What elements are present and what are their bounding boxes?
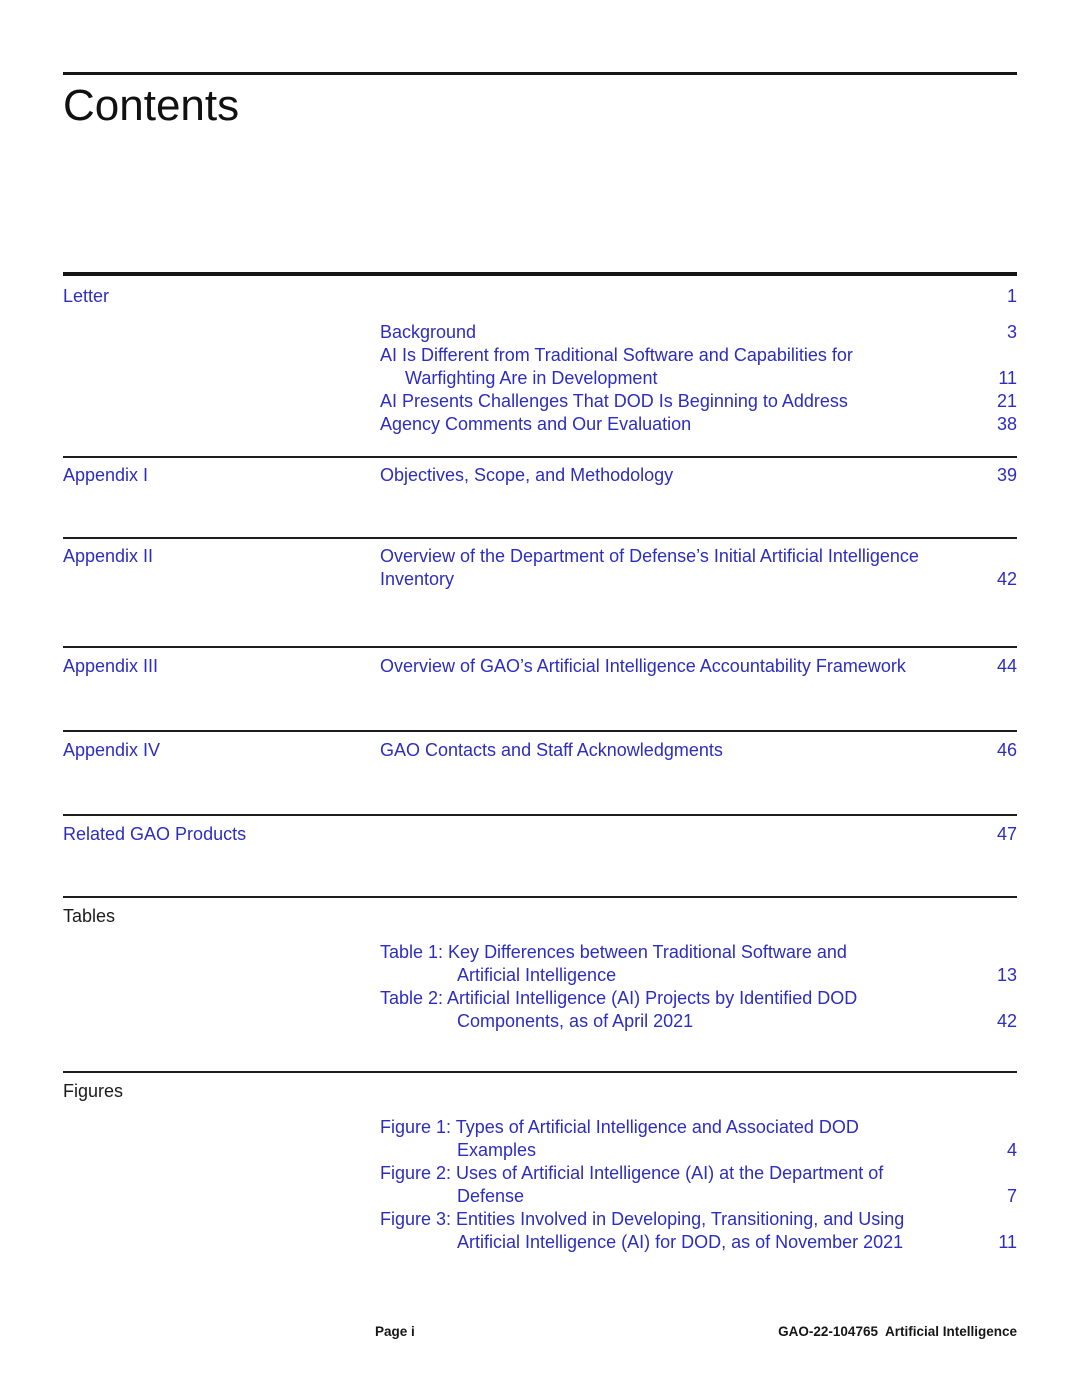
toc-section-appendix-iii: [63, 648, 1017, 730]
toc-page-number[interactable]: 11: [998, 1232, 1017, 1252]
toc-page-number[interactable]: 11: [998, 368, 1017, 388]
toc-page-number[interactable]: 1: [1006, 286, 1017, 306]
toc-entry-line: Defense: [457, 1186, 525, 1206]
toc-row: [63, 823, 1017, 846]
toc-page-number[interactable]: 21: [996, 391, 1017, 411]
toc-page-number[interactable]: 42: [996, 1011, 1017, 1031]
toc-page-number[interactable]: 39: [996, 465, 1017, 485]
footer-page-number: Page i: [375, 1324, 415, 1339]
toc-subentries: [380, 941, 1017, 1033]
toc-page-number[interactable]: 46: [996, 740, 1017, 760]
toc-entry: [380, 1162, 1017, 1208]
toc-entry-line: Artificial Intelligence (AI) for DOD, as of November 2021: [457, 1232, 904, 1252]
toc-entry: [380, 390, 1017, 413]
toc-link-appendix-i[interactable]: Appendix I: [63, 465, 149, 485]
toc-entry-line: Figure 1: Types of Artificial Intelligence and Associated DOD: [380, 1117, 859, 1137]
toc-section-appendix-ii: [63, 539, 1017, 646]
toc-link-background[interactable]: Background: [380, 322, 477, 342]
toc-section-appendix-i: [63, 458, 1017, 537]
toc-row: [63, 545, 1017, 591]
toc-subentries: [380, 1116, 1017, 1254]
toc-row: [63, 1080, 1017, 1103]
toc-page-number[interactable]: 42: [996, 569, 1017, 589]
toc-entry: [380, 321, 1017, 344]
spacer: [63, 308, 1017, 321]
toc-entry-line: Figure 3: Entities Involved in Developing, Transitioning, and Using: [380, 1209, 905, 1229]
toc-page-number[interactable]: 44: [996, 656, 1017, 676]
toc-entry: [380, 413, 1017, 436]
toc-row: [63, 739, 1017, 762]
toc-entry-line: Overview of the Department of Defense’s Initial Artificial Intelligence: [380, 546, 919, 566]
toc-entry-line: Table 2: Artificial Intelligence (AI) Projects by Identified DOD: [380, 988, 858, 1008]
toc-entry-line: Figure 2: Uses of Artificial Intelligence (AI) at the Department of: [380, 1163, 884, 1183]
toc-page-number[interactable]: 7: [1006, 1186, 1017, 1206]
toc-entry-line: Warfighting Are in Development: [405, 368, 658, 388]
spacer: [63, 1103, 1017, 1116]
footer-report-id: GAO-22-104765 Artificial Intelligence: [778, 1324, 1017, 1339]
toc-row: [63, 905, 1017, 928]
toc-link-appendix-iii[interactable]: Appendix III: [63, 656, 159, 676]
toc-link-figure-2[interactable]: [380, 1162, 975, 1208]
toc-entry-line: Examples: [457, 1140, 537, 1160]
toc-page-number[interactable]: 38: [996, 414, 1017, 434]
toc-entry-line: Artificial Intelligence: [457, 965, 617, 985]
toc-link-appendix-ii[interactable]: Appendix II: [63, 546, 154, 566]
toc-page-number[interactable]: 13: [996, 965, 1017, 985]
toc-link-appendix-ii-title[interactable]: [380, 545, 975, 591]
toc-link-appendix-iii-title[interactable]: Overview of GAO’s Artificial Intelligence Accountability Framework: [380, 656, 906, 676]
toc-section-related-products: [63, 816, 1017, 896]
toc-link-figure-1[interactable]: [380, 1116, 975, 1162]
toc-link-agency-comments[interactable]: Agency Comments and Our Evaluation: [380, 414, 692, 434]
tables-heading: Tables: [63, 906, 116, 926]
toc-section-tables: [63, 898, 1017, 1071]
toc-row: [63, 285, 1017, 308]
table-of-contents: [63, 272, 1017, 1254]
toc-page-number[interactable]: 47: [996, 824, 1017, 844]
toc-section-appendix-iv: [63, 732, 1017, 814]
toc-entry: [380, 1116, 1017, 1162]
toc-entry: [380, 1208, 1017, 1254]
toc-link-letter[interactable]: Letter: [63, 286, 110, 306]
toc-section-figures: [63, 1073, 1017, 1254]
toc-link-appendix-iv-title[interactable]: GAO Contacts and Staff Acknowledgments: [380, 740, 723, 760]
page-footer: [63, 1323, 1017, 1340]
toc-link-table-1[interactable]: [380, 941, 975, 987]
toc-link-related-products[interactable]: Related GAO Products: [63, 824, 247, 844]
toc-entry-line: Components, as of April 2021: [457, 1011, 694, 1031]
page-title: Contents: [63, 81, 240, 130]
toc-row: [63, 464, 1017, 487]
figures-heading: Figures: [63, 1081, 124, 1101]
toc-entry: [380, 941, 1017, 987]
spacer: [63, 928, 1017, 941]
toc-link-table-2[interactable]: [380, 987, 975, 1033]
toc-link-ai-different[interactable]: [380, 344, 975, 390]
toc-page-number[interactable]: 3: [1006, 322, 1017, 342]
toc-entry: [380, 344, 1017, 390]
toc-link-appendix-i-title[interactable]: Objectives, Scope, and Methodology: [380, 465, 674, 485]
toc-page-number[interactable]: 4: [1006, 1140, 1017, 1160]
toc-subentries: [380, 321, 1017, 436]
toc-section-letter: [63, 276, 1017, 456]
toc-entry-line: Table 1: Key Differences between Traditional Software and: [380, 942, 847, 962]
toc-entry-line: AI Is Different from Traditional Software and Capabilities for: [380, 345, 853, 365]
title-rule: [63, 72, 1017, 75]
toc-row: [63, 655, 1017, 678]
toc-link-figure-3[interactable]: [380, 1208, 975, 1254]
toc-entry: [380, 987, 1017, 1033]
toc-link-ai-challenges[interactable]: AI Presents Challenges That DOD Is Beginning to Address: [380, 391, 848, 411]
toc-entry-line: Inventory: [380, 569, 455, 589]
toc-link-appendix-iv[interactable]: Appendix IV: [63, 740, 161, 760]
